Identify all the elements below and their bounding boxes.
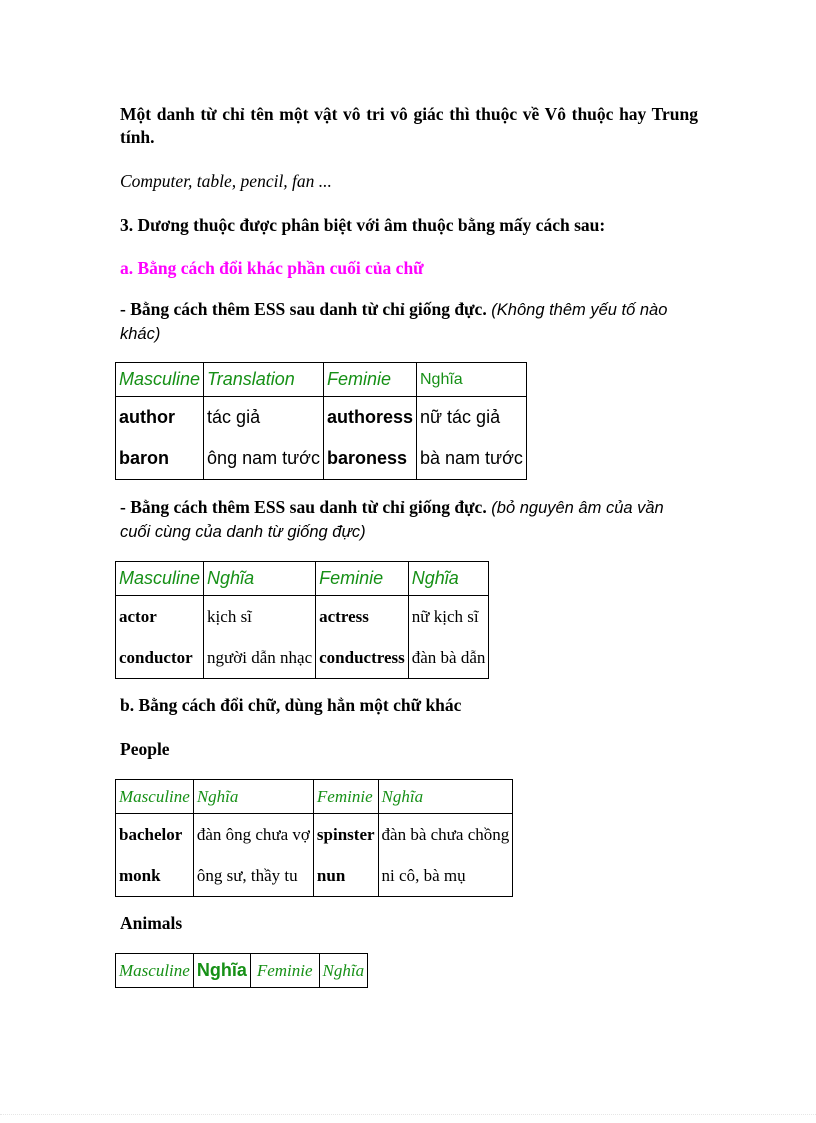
- table-ess-examples: [115, 362, 527, 480]
- col-nghia: Nghĩa: [408, 562, 489, 596]
- cell-nghia: đàn ông chưa vợ: [193, 814, 313, 856]
- rule-ess-2-note: (bỏ nguyên âm của vần cuối cùng của danh từ giống đực): [120, 499, 664, 541]
- col-feminie: Feminie: [313, 780, 378, 814]
- rule-ess-2-bold: - Bằng cách thêm ESS sau danh từ chỉ giống đực.: [120, 497, 487, 517]
- table-row: [116, 397, 527, 439]
- col-masculine: Masculine: [116, 363, 204, 397]
- col-nghia: Nghĩa: [193, 954, 250, 988]
- cell-nghia: bà nam tước: [416, 438, 526, 480]
- cell-nghia: ni cô, bà mụ: [378, 855, 513, 897]
- cell-nghia: nữ tác giả: [416, 397, 526, 439]
- paragraph-neuter-examples: Computer, table, pencil, fan ...: [120, 171, 332, 191]
- cell-nghia: nữ kịch sĩ: [408, 596, 489, 638]
- rule-ess-1-bold: - Bằng cách thêm ESS sau danh từ chỉ giống đực.: [120, 299, 487, 319]
- cell-masculine: conductor: [116, 637, 204, 679]
- col-feminie: Feminie: [250, 954, 319, 988]
- col-nghia: Nghĩa: [193, 780, 313, 814]
- cell-feminie: authoress: [323, 397, 416, 439]
- cell-feminie: conductress: [316, 637, 409, 679]
- col-nghia: Nghĩa: [319, 954, 368, 988]
- table-header-row: [116, 954, 368, 988]
- paragraph-neuter-definition: Một danh từ chỉ tên một vật vô tri vô giác thì thuộc về Vô thuộc hay Trung tính.: [120, 104, 698, 147]
- table-row: [116, 596, 489, 638]
- table-row: [116, 814, 513, 856]
- cell-translation: tác giả: [204, 397, 324, 439]
- cell-nghia: người dẫn nhạc: [204, 637, 316, 679]
- heading-section-3: 3. Dương thuộc được phân biệt với âm thuộc bằng mấy cách sau:: [120, 215, 606, 235]
- paragraph-rule-ess-1: [120, 298, 698, 346]
- heading-section-a: a. Bằng cách đổi khác phần cuối của chữ: [120, 258, 424, 278]
- table-animals: [115, 953, 368, 988]
- cell-masculine: bachelor: [116, 814, 194, 856]
- cell-translation: ông nam tước: [204, 438, 324, 480]
- cell-masculine: baron: [116, 438, 204, 480]
- cell-feminie: actress: [316, 596, 409, 638]
- col-feminie: Feminie: [323, 363, 416, 397]
- heading-section-b: b. Bằng cách đổi chữ, dùng hẳn một chữ khác: [120, 695, 462, 715]
- paragraph-rule-ess-2: [120, 496, 698, 544]
- cell-masculine: author: [116, 397, 204, 439]
- table-people: [115, 779, 513, 897]
- col-masculine: Masculine: [116, 954, 194, 988]
- cell-nghia: kịch sĩ: [204, 596, 316, 638]
- table-header-row: [116, 363, 527, 397]
- cell-feminie: nun: [313, 855, 378, 897]
- cell-feminie: spinster: [313, 814, 378, 856]
- table-row: [116, 637, 489, 679]
- col-masculine: Masculine: [116, 780, 194, 814]
- col-nghia: Nghĩa: [378, 780, 513, 814]
- col-feminie: Feminie: [316, 562, 409, 596]
- heading-people: People: [120, 739, 170, 759]
- col-nghia: Nghĩa: [416, 363, 526, 397]
- table-header-row: [116, 562, 489, 596]
- cell-feminie: baroness: [323, 438, 416, 480]
- table-row: [116, 438, 527, 480]
- cell-nghia: đàn bà chưa chồng: [378, 814, 513, 856]
- page-break-line: [0, 1114, 816, 1115]
- cell-masculine: monk: [116, 855, 194, 897]
- cell-nghia: ông sư, thầy tu: [193, 855, 313, 897]
- rule-ess-1-note: (Không thêm yếu tố nào khác): [120, 301, 668, 343]
- table-ess-vowel-drop: [115, 561, 489, 679]
- col-nghia: Nghĩa: [204, 562, 316, 596]
- cell-nghia: đàn bà dẫn: [408, 637, 489, 679]
- col-masculine: Masculine: [116, 562, 204, 596]
- col-translation: Translation: [204, 363, 324, 397]
- table-header-row: [116, 780, 513, 814]
- cell-masculine: actor: [116, 596, 204, 638]
- heading-animals: Animals: [120, 913, 183, 933]
- table-row: [116, 855, 513, 897]
